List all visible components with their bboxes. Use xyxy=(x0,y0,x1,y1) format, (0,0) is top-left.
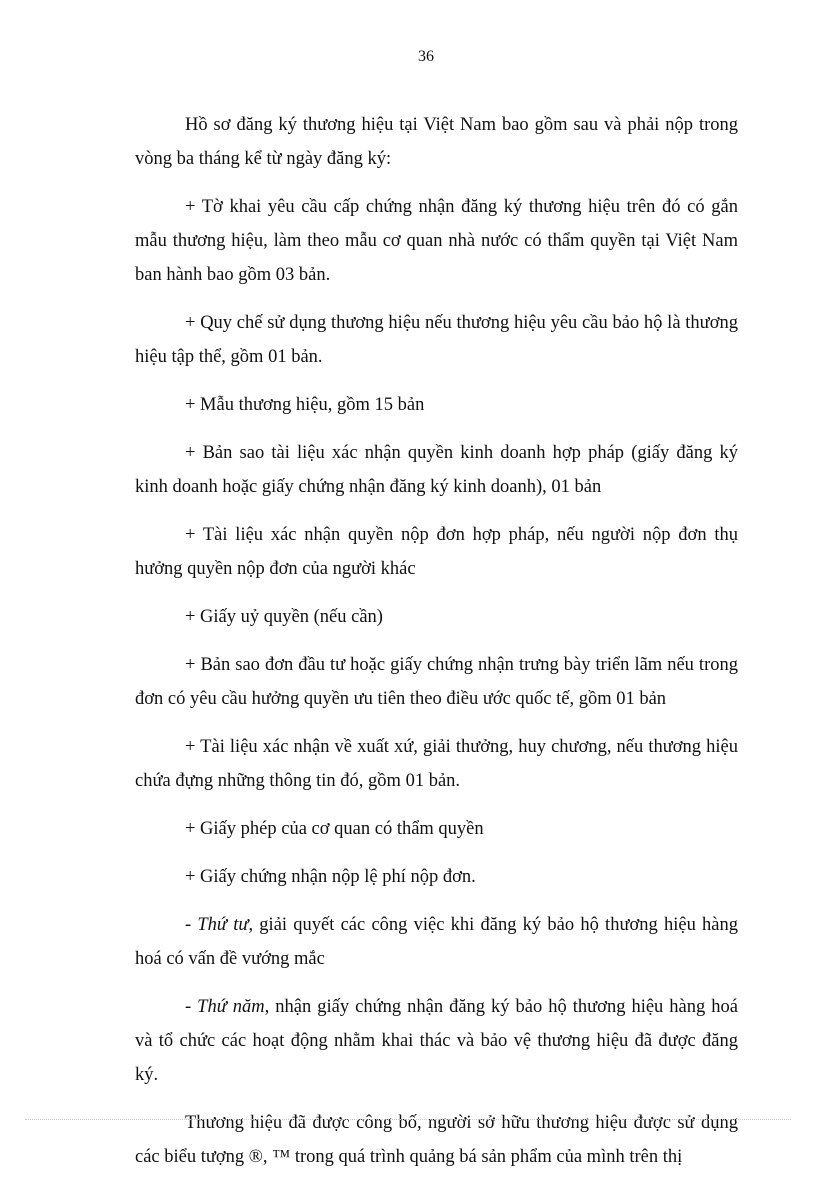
paragraph-item: + Giấy phép của cơ quan có thẩm quyền xyxy=(185,819,484,839)
step-text: , giải quyết các công việc khi đăng ký bảo hộ thương hiệu hàng hoá có vấn đề vướng mắc xyxy=(135,915,738,969)
step-prefix: - xyxy=(185,997,198,1017)
page-bottom-divider xyxy=(25,1119,791,1120)
paragraph-item: + Giấy chứng nhận nộp lệ phí nộp đơn. xyxy=(185,867,476,887)
step-text: , nhận giấy chứng nhận đăng ký bảo hộ thương hiệu hàng hoá và tổ chức các hoạt động nhằm khai thác và bảo vệ thương hiệu đã được đăng ký. xyxy=(135,997,738,1085)
step-prefix: - xyxy=(185,915,198,935)
paragraph-item: + Tài liệu xác nhận về xuất xứ, giải thưởng, huy chương, nếu thương hiệu chứa đựng những thông tin đó, gồm 01 bản. xyxy=(135,737,738,791)
paragraph-item: + Tờ khai yêu cầu cấp chứng nhận đăng ký thương hiệu trên đó có gắn mẫu thương hiệu, làm theo mẫu cơ quan nhà nước có thẩm quyền tại Việt Nam ban hành bao gồm 03 bản. xyxy=(135,197,738,285)
step-emphasis: Thứ năm xyxy=(197,997,265,1017)
step-emphasis: Thứ tư xyxy=(197,915,249,935)
paragraph-item: + Quy chế sử dụng thương hiệu nếu thương hiệu yêu cầu bảo hộ là thương hiệu tập thể, gồm 01 bản. xyxy=(135,313,738,367)
document-body xyxy=(135,108,738,1188)
paragraph-intro: Hồ sơ đăng ký thương hiệu tại Việt Nam bao gồm sau và phải nộp trong vòng ba tháng kể từ ngày đăng ký: xyxy=(135,115,738,169)
paragraph-item: + Bản sao tài liệu xác nhận quyền kinh doanh hợp pháp (giấy đăng ký kinh doanh hoặc giấy chứng nhận đăng ký kinh doanh), 01 bản xyxy=(135,443,738,497)
paragraph-step-fourth xyxy=(135,908,738,976)
page-number xyxy=(0,48,816,66)
paragraph-item: + Giấy uỷ quyền (nếu cần) xyxy=(185,607,383,627)
paragraph-item: + Tài liệu xác nhận quyền nộp đơn hợp pháp, nếu người nộp đơn thụ hưởng quyền nộp đơn của người khác xyxy=(135,525,738,579)
paragraph-step-fifth xyxy=(135,990,738,1092)
page-number-text: 36 xyxy=(418,48,434,65)
paragraph-item: + Mẫu thương hiệu, gồm 15 bản xyxy=(185,395,425,415)
paragraph-closing: Thương hiệu đã được công bố, người sở hữu thương hiệu được sử dụng các biểu tượng ®, ™ trong quá trình quảng bá sản phẩm của mình trên thị xyxy=(135,1113,738,1167)
paragraph-item: + Bản sao đơn đầu tư hoặc giấy chứng nhận trưng bày triển lãm nếu trong đơn có yêu cầu hưởng quyền ưu tiên theo điều ước quốc tế, gồm 01 bản xyxy=(135,655,738,709)
